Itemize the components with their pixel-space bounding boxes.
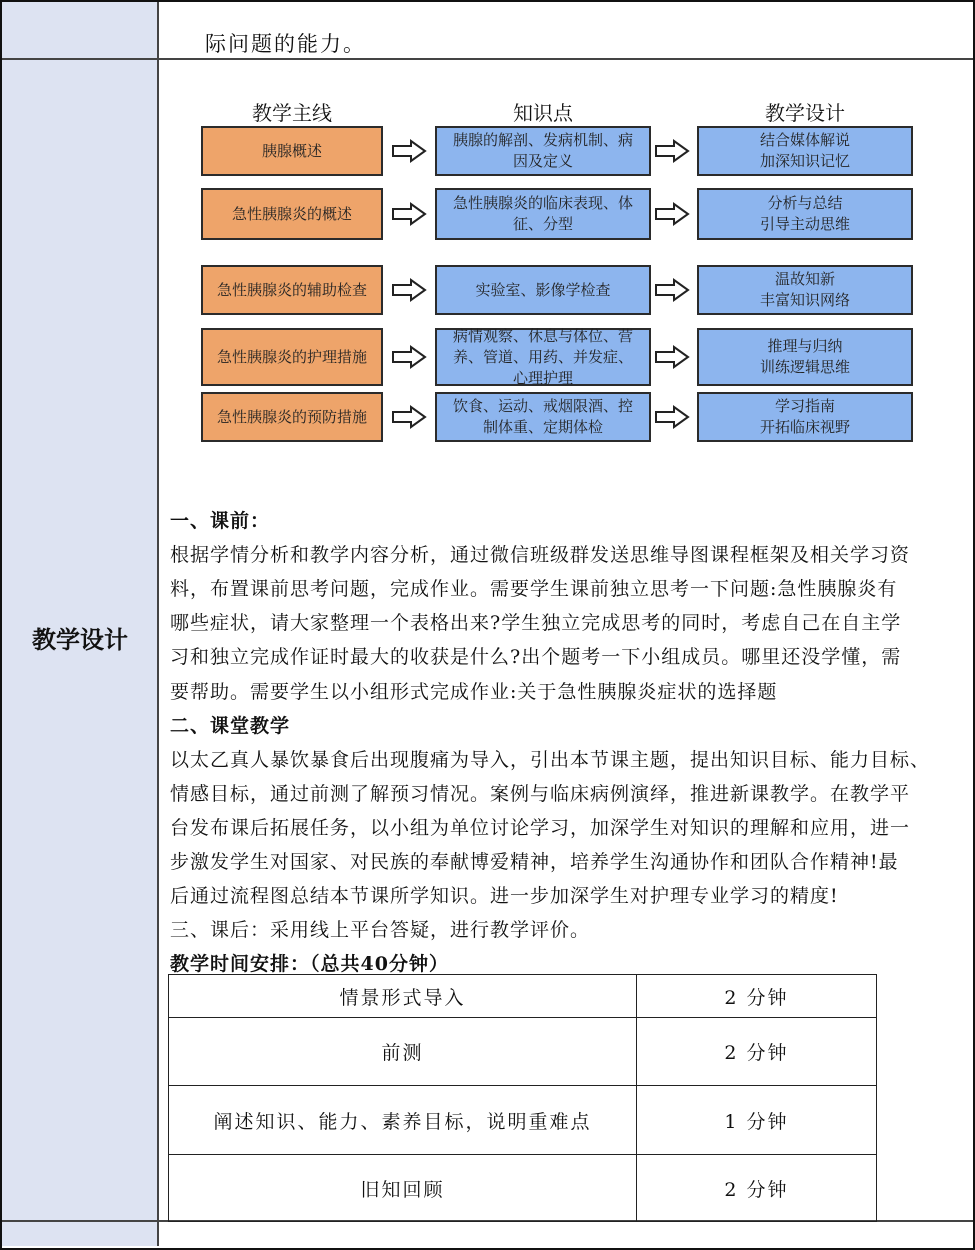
design-box (697, 265, 913, 315)
design-box-line: 丰富知识网络 (759, 291, 850, 309)
arrow-right-icon (654, 139, 690, 163)
row-divider-top (2, 58, 973, 60)
design-box (697, 126, 913, 176)
knowledge-box-line: 征、分型 (512, 215, 573, 233)
schedule-time: 2 分钟 (637, 1155, 877, 1222)
paragraph-line: 三、课后：采用线上平台答疑，进行教学评价。 (170, 919, 591, 942)
schedule-time: 1 分钟 (637, 1086, 877, 1155)
schedule-row (169, 1018, 877, 1086)
knowledge-box-line: 制体重、定期体检 (482, 418, 603, 436)
design-box (697, 392, 913, 442)
paragraph-line: 习和独立完成作证时最大的收获是什么?出个题考一下小组成员。哪里还没学懂，需 (170, 646, 902, 669)
arrow-right-icon (391, 202, 427, 226)
section-heading: 教学时间安排：（总共40分钟） (170, 953, 449, 976)
paragraph-line: 要帮助。需要学生以小组形式完成作业:关于急性胰腺炎症状的选择题 (170, 680, 778, 703)
design-box (697, 328, 913, 386)
main-line-box-line: 胰腺概述 (261, 141, 322, 160)
knowledge-box (435, 265, 651, 315)
schedule-row (169, 1155, 877, 1222)
paragraph-line: 步激发学生对国家、对民族的奉献博爱精神，培养学生沟通协作和团队合作精神!最 (170, 851, 899, 873)
schedule-activity: 情景形式导入 (169, 975, 637, 1018)
main-line-box-line: 急性胰腺炎的概述 (231, 204, 352, 223)
section-heading: 一、课前： (170, 510, 271, 532)
knowledge-box-line: 胰腺的解剖、发病机制、病 (452, 131, 633, 149)
arrow-right-icon (391, 139, 427, 163)
design-box-line: 分析与总结 (767, 194, 843, 212)
schedule-time: 2 分钟 (637, 975, 877, 1018)
knowledge-box (435, 126, 651, 176)
main-line-box (201, 265, 383, 315)
continued-text: 际问题的能力。 (205, 32, 366, 56)
knowledge-box-line: 急性胰腺炎的临床表现、体 (452, 194, 633, 212)
section-heading: 二、课堂教学 (170, 714, 291, 737)
design-box-line: 引导主动思维 (759, 215, 850, 233)
design-box-line: 温故知新 (774, 270, 835, 288)
knowledge-box-line: 实验室、影像学检查 (475, 280, 611, 299)
main-line-box (201, 188, 383, 240)
knowledge-box-line: 心理护理 (512, 368, 573, 387)
design-box (697, 188, 913, 240)
lesson-text (170, 506, 965, 976)
paragraph-line: 台发布课后拓展任务，以小组为单位讨论学习，加深学生对知识的理解和应用，进一 (170, 816, 911, 839)
paragraph-line: 以太乙真人暴饮暴食后出现腹痛为导入，引出本节课主题，提出知识目标、能力目标、 (170, 748, 931, 771)
flowchart-header-main: 教学主线 (252, 101, 332, 125)
knowledge-box-line: 因及定义 (512, 152, 573, 170)
flowchart-header-design: 教学设计 (765, 101, 845, 125)
schedule-time: 2 分钟 (637, 1018, 877, 1086)
design-box-line: 推理与归纳 (767, 337, 843, 355)
arrow-right-icon (654, 405, 690, 429)
design-box-line: 开拓临床视野 (759, 418, 850, 436)
main-line-box (201, 392, 383, 442)
knowledge-box-line: 病情观察、休息与体位、营 (452, 326, 633, 345)
knowledge-box (435, 392, 651, 442)
paragraph-line: 后通过流程图总结本节课所学知识。进一步加深学生对护理专业学习的精度! (170, 885, 839, 908)
arrow-right-icon (654, 202, 690, 226)
arrow-right-icon (391, 405, 427, 429)
main-line-box (201, 126, 383, 176)
knowledge-box-line: 养、管道、用药、并发症、 (452, 347, 633, 366)
design-box-line: 训练逻辑思维 (759, 358, 850, 376)
knowledge-box-line: 饮食、运动、戒烟限酒、控 (452, 397, 633, 415)
design-box-line: 结合媒体解说 (759, 131, 850, 149)
main-line-box-line: 急性胰腺炎的预防措施 (216, 407, 367, 426)
main-line-box (201, 328, 383, 386)
paragraph-line: 哪些症状，请大家整理一个表格出来?学生独立完成思考的同时，考虑自己在自主学 (170, 612, 902, 635)
arrow-right-icon (391, 278, 427, 302)
paragraph-line: 情感目标，通过前测了解预习情况。案例与临床病例演绎，推进新课教学。在教学平 (170, 782, 911, 805)
paragraph-line: 料，布置课前思考问题，完成作业。需要学生课前独立思考一下问题:急性胰腺炎有 (170, 578, 898, 601)
flowchart-header-knowledge: 知识点 (513, 101, 573, 125)
schedule-row (169, 1086, 877, 1155)
section-label: 教学设计 (32, 626, 128, 654)
knowledge-box (435, 188, 651, 240)
main-line-box-line: 急性胰腺炎的辅助检查 (216, 280, 367, 299)
schedule-activity: 旧知回顾 (169, 1155, 637, 1222)
main-line-box-line: 急性胰腺炎的护理措施 (216, 347, 367, 366)
schedule-activity: 前测 (169, 1018, 637, 1086)
arrow-right-icon (391, 345, 427, 369)
schedule-activity: 阐述知识、能力、素养目标，说明重难点 (169, 1086, 637, 1155)
arrow-right-icon (654, 278, 690, 302)
knowledge-box (435, 328, 651, 386)
design-box-line: 加深知识记忆 (759, 152, 850, 170)
paragraph-line: 根据学情分析和教学内容分析，通过微信班级群发送思维导图课程框架及相关学习资 (170, 544, 911, 567)
schedule-table (168, 974, 877, 1222)
schedule-row (169, 975, 877, 1018)
arrow-right-icon (654, 345, 690, 369)
design-box-line: 学习指南 (774, 397, 835, 415)
